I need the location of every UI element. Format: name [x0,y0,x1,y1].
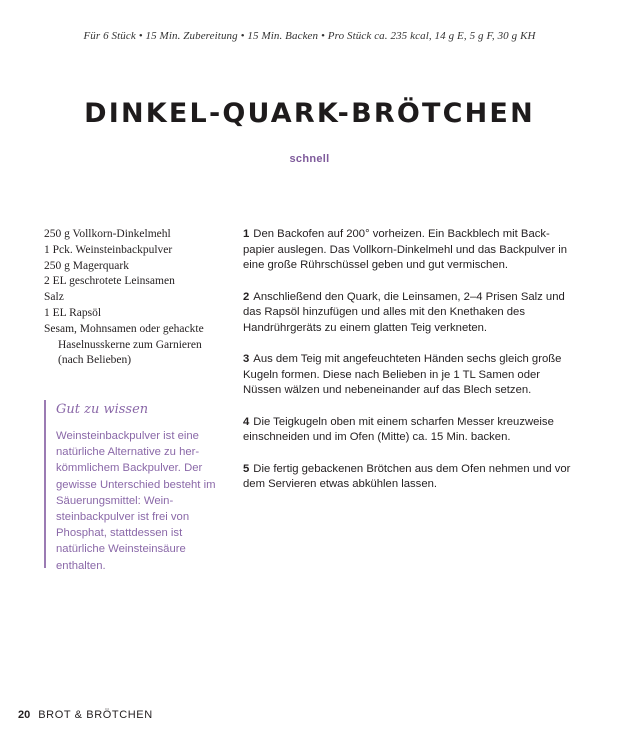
ingredient-item: 2 EL geschrotete Leinsamen [44,275,175,288]
recipe-meta-line: Für 6 Stück • 15 Min. Zubereitung • 15 Min. Backen • Pro Stück ca. 235 kcal, 14 g E, 5 g F, 30 g KH [83,30,536,42]
step-number: 2 [243,290,250,303]
tip-box [44,400,224,572]
tip-text: Weinsteinbackpulver ist eine natürliche Alternative zu herkömmlichem Backpulver. Der gewisse Unterschied besteht im Säuerungsmittel: Weinsteinbackpulver ist frei von Phosphat, stattdessen ist natürliche Weinsteinsäure enthalten. [56,430,216,572]
step-item [243,290,573,337]
ingredient-item: 1 Pck. Weinsteinbackpulver [44,243,173,256]
page-footer [18,709,153,721]
recipe-tag: schnell [289,153,330,165]
step-item [243,415,573,446]
tip-heading: Gut zu wissen [56,402,149,417]
section-name: BROT & BRÖTCHEN [38,709,153,721]
step-item [243,227,573,274]
page-number: 20 [18,709,31,721]
step-list [243,227,573,509]
step-text: Die fertig gebackenen Brötchen aus dem Ofen nehmen und vor dem Servieren etwas abkühlen lassen. [243,462,571,491]
ingredient-item: Sesam, Mohnsamen oder gehackte Haselnusskerne zum Garnieren (nach Belieben) [44,322,204,367]
step-item [243,462,573,493]
ingredient-item: 250 g Vollkorn-Dinkelmehl [44,228,171,240]
step-text: Anschließend den Quark, die Leinsamen, 2–4 Prisen Salz und das Rapsöl hinzufügen und alles mit den Knethaken des Handrührgeräts zu einem glatten Teig verkneten. [243,290,565,334]
step-item [243,352,573,399]
recipe-title: DINKEL-QUARK-BRÖTCHEN [84,98,535,129]
ingredient-list [44,227,219,369]
step-text: Aus dem Teig mit angefeuchteten Händen sechs gleich große Kugeln formen. Diese nach Belieben in je 1 TL Samen oder Nüssen wälzen und nebeneinander auf das Blech setzen. [243,353,562,397]
step-number: 5 [243,462,250,475]
step-number: 1 [243,228,250,240]
ingredient-item: Salz [44,291,64,304]
step-number: 4 [243,415,250,428]
step-text: Den Backofen auf 200° vorheizen. Ein Backblech mit Backpapier auslegen. Das Vollkorn-Dinkelmehl und das Backpulver in eine große Rührschüssel geben und gut vermischen. [243,228,568,272]
step-text: Die Teigkugeln oben mit einem scharfen Messer kreuzweise einschneiden und im Ofen (Mitte) ca. 15 Min. backen. [243,415,554,444]
step-number: 3 [243,353,250,366]
ingredient-item: 1 EL Rapsöl [44,306,102,319]
ingredient-item: 250 g Magerquark [44,259,129,272]
